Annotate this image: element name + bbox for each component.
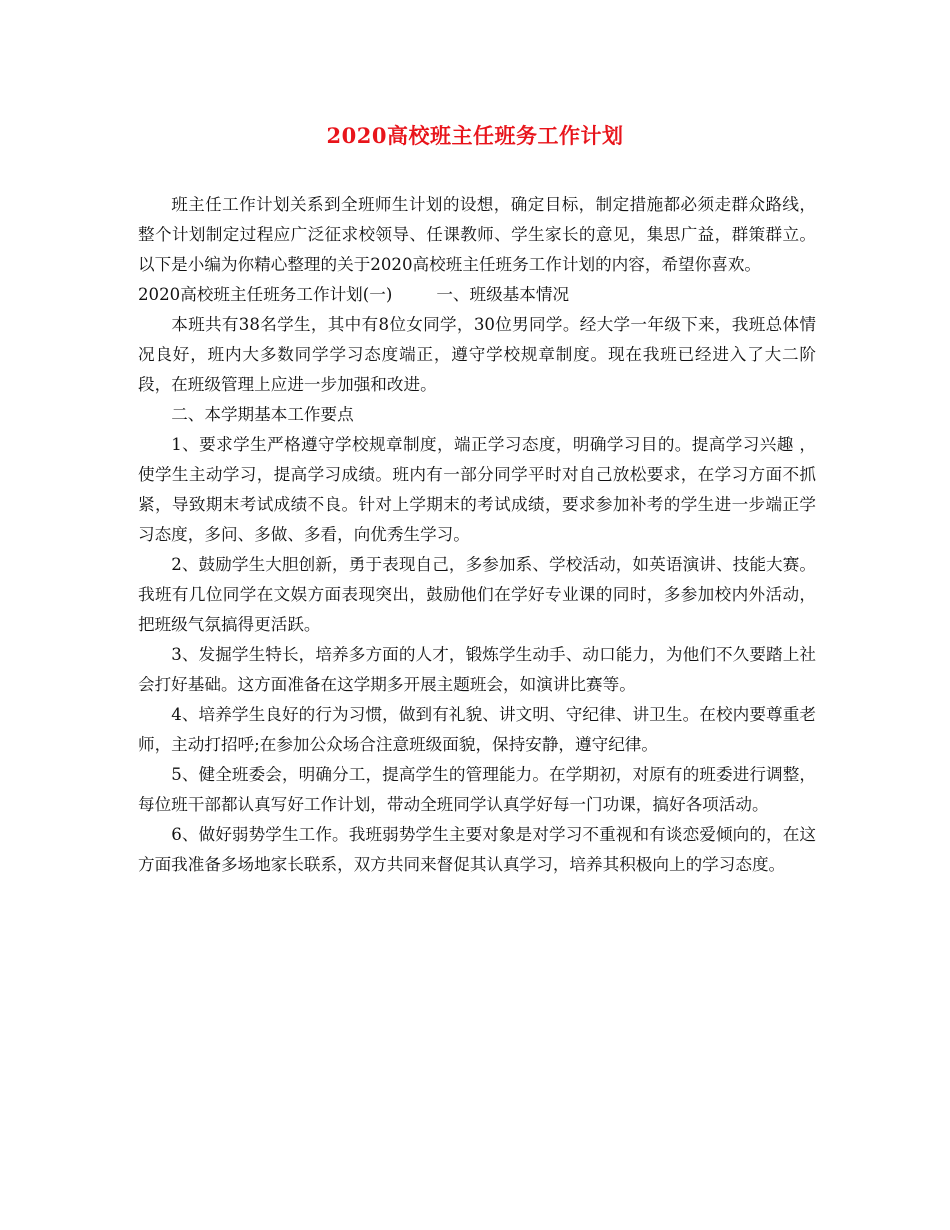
section-one-paragraph: 本班共有38名学生，其中有8位女同学，30位男同学。经大学一年级下来，我班总体情况良好，班内大多数同学学习态度端正，遵守学校规章制度。现在我班已经进入了大二阶段，在班级管理上应进一步加强和改进。 bbox=[138, 315, 816, 394]
work-point-3: 3、发掘学生特长，培养多方面的人才，锻炼学生动手、动口能力，为他们不久要踏上社会打好基础。这方面准备在这学期多开展主题班会，如演讲比赛等。 bbox=[138, 645, 816, 694]
work-point-1: 1、要求学生严格遵守学校规章制度，端正学习态度，明确学习目的。提高学习兴趣 ，使学生主动学习，提高学习成绩。班内有一部分同学平时对自己放松要求，在学习方面不抓紧，导致期末考试成绩不良。针对上学期末的考试成绩，要求参加补考的学生进一步端正学习态度，多问、多做、多看，向优秀生学习。 bbox=[138, 435, 816, 544]
work-point-4: 4、培养学生良好的行为习惯，做到有礼貌、讲文明、守纪律、讲卫生。在校内要尊重老师，主动打招呼;在参加公众场合注意班级面貌，保持安静，遵守纪律。 bbox=[138, 705, 816, 754]
document-body bbox=[138, 190, 816, 880]
work-point-2: 2、鼓励学生大胆创新，勇于表现自己，多参加系、学校活动，如英语演讲、技能大赛。我班有几位同学在文娱方面表现突出，鼓励他们在学好专业课的同时，多参加校内外活动，把班级气氛搞得更活跃。 bbox=[138, 555, 816, 634]
section-two-heading: 二、本学期基本工作要点 bbox=[171, 405, 354, 424]
work-point-6: 6、做好弱势学生工作。我班弱势学生主要对象是对学习不重视和有谈恋爱倾向的，在这方面我准备多场地家长联系，双方共同来督促其认真学习，培养其积极向上的学习态度。 bbox=[138, 825, 816, 874]
document-title: 2020高校班主任班务工作计划 bbox=[326, 123, 624, 148]
work-point-5: 5、健全班委会，明确分工，提高学生的管理能力。在学期初，对原有的班委进行调整，每位班干部都认真写好工作计划，带动全班同学认真学好每一门功课，搞好各项活动。 bbox=[138, 765, 816, 814]
section-heading-line bbox=[138, 280, 816, 310]
intro-paragraph: 班主任工作计划关系到全班师生计划的设想，确定目标，制定措施都必须走群众路线，整个计划制定过程应广泛征求校领导、任课教师、学生家长的意见，集思广益，群策群立。以下是小编为你精心整理的关于2020高校班主任班务工作计划的内容，希望你喜欢。 bbox=[138, 195, 816, 274]
section-one-heading: 一、班级基本情况 bbox=[436, 285, 570, 304]
plan-heading: 2020高校班主任班务工作计划(一) bbox=[138, 285, 393, 304]
